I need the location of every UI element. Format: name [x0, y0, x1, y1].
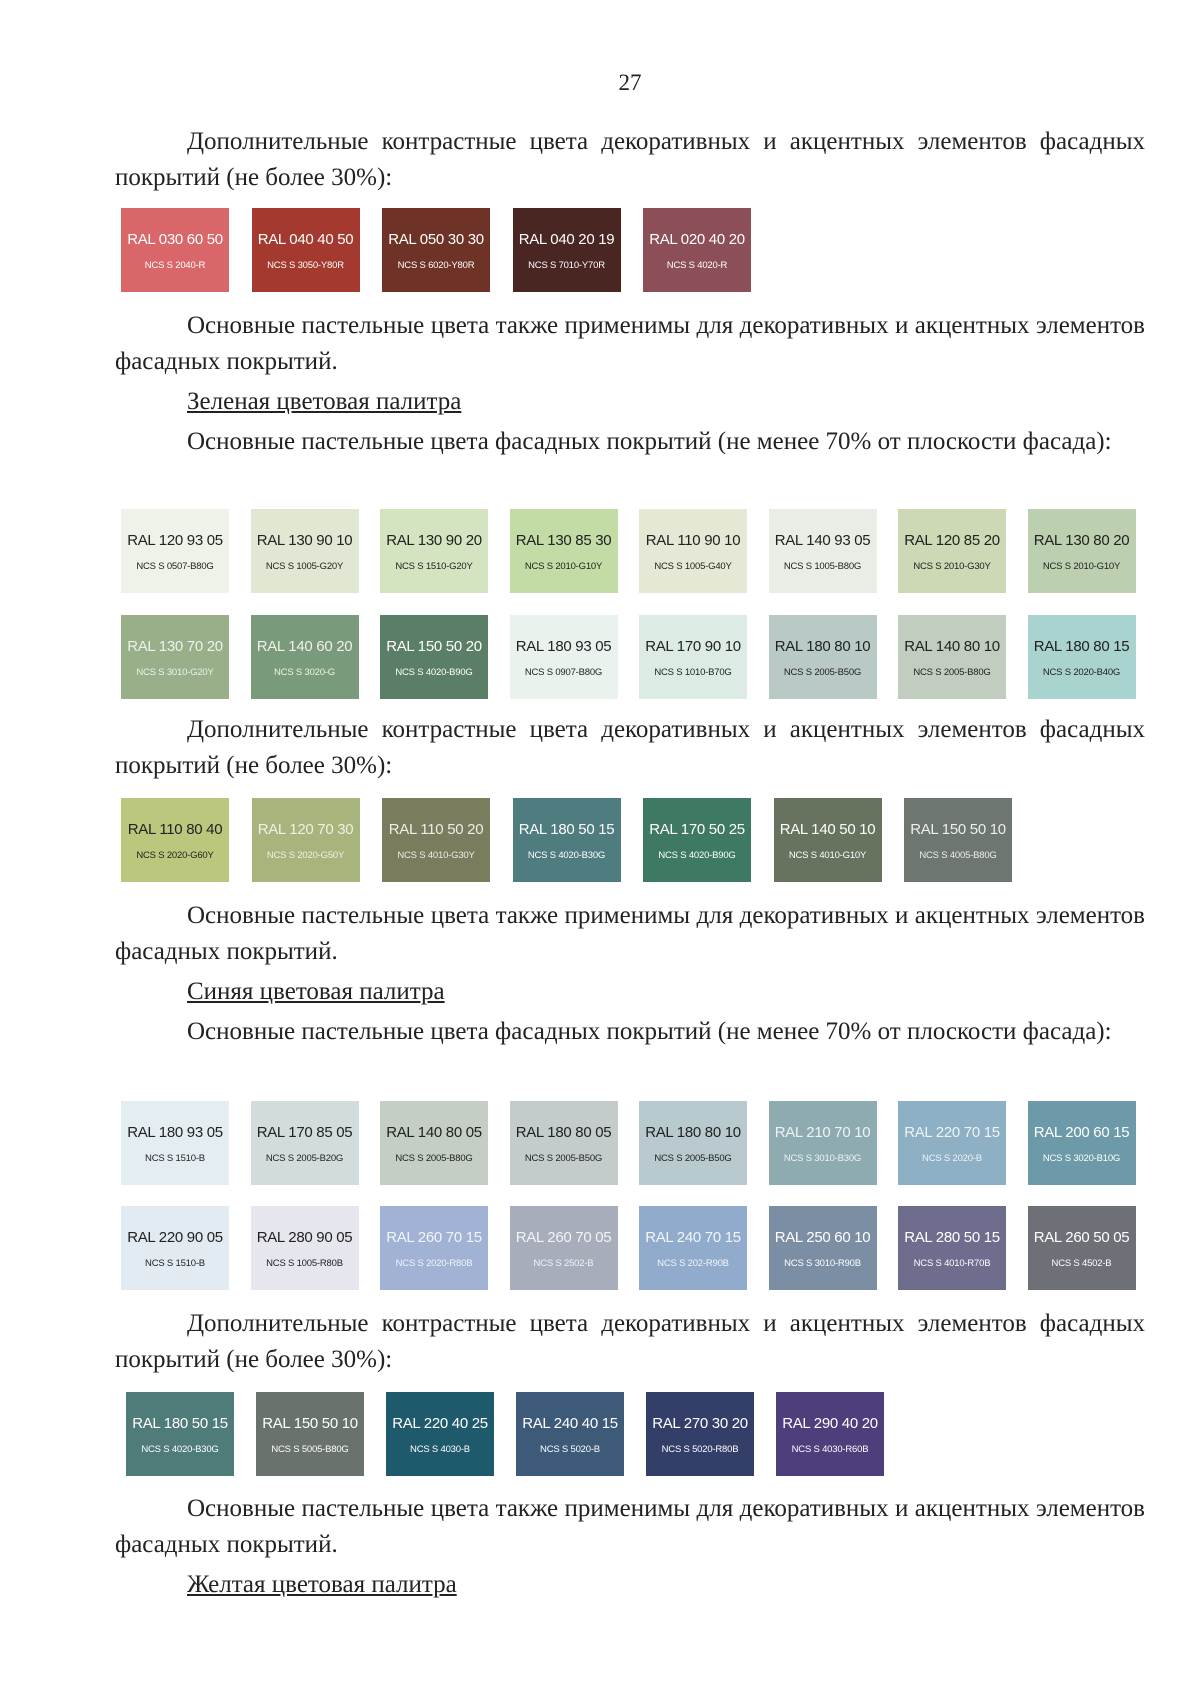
swatch-ral-code: RAL 110 80 40 [127, 821, 223, 838]
color-swatch [386, 1392, 494, 1476]
paragraph-green-base [115, 424, 1145, 460]
swatch-row-green-contrast [0, 798, 1200, 884]
swatch-ncs-code: NCS S 3050-Y80R [267, 260, 344, 271]
color-swatch [774, 798, 882, 882]
swatch-ral-code: RAL 140 50 10 [779, 821, 876, 838]
swatch-ral-code: RAL 220 90 05 [127, 1229, 223, 1246]
swatch-ncs-code: NCS S 4010-G30Y [397, 850, 475, 861]
swatch-ncs-code: NCS S 2005-B20G [265, 1153, 344, 1164]
swatch-ral-code: RAL 130 85 30 [515, 532, 612, 549]
swatch-row-green-base-1 [0, 509, 1200, 595]
swatch-ral-code: RAL 050 30 30 [388, 231, 484, 248]
paragraph-text: Основные пастельные цвета фасадных покрытий (не менее 70% от плоскости фасада): [187, 1018, 1112, 1045]
swatch-ncs-code: NCS S 2005-B80G [395, 1153, 473, 1164]
color-swatch [510, 1206, 618, 1290]
swatch-ral-code: RAL 140 80 05 [386, 1124, 482, 1141]
color-swatch [510, 1101, 618, 1185]
swatch-ral-code: RAL 170 50 25 [649, 821, 745, 838]
color-swatch [256, 1392, 364, 1476]
swatch-ral-code: RAL 020 40 20 [649, 231, 745, 248]
swatch-ral-code: RAL 170 90 10 [645, 638, 741, 655]
paragraph-text: Дополнительные контрастные цвета декоративных и акцентных элементов фасадных покрытий (не более 30%): [115, 128, 1145, 191]
swatch-ncs-code: NCS S 1510-B [145, 1258, 205, 1269]
swatch-ral-code: RAL 280 90 05 [256, 1229, 353, 1246]
color-swatch [510, 615, 618, 699]
swatch-ral-code: RAL 220 40 25 [392, 1415, 488, 1432]
swatch-ncs-code: NCS S 4010-G10Y [788, 850, 867, 861]
paragraph-text: Дополнительные контрастные цвета декоративных и акцентных элементов фасадных покрытий (не более 30%): [115, 716, 1145, 779]
color-swatch [121, 1206, 229, 1290]
page-number: 27 [618, 70, 642, 95]
swatch-ral-code: RAL 040 20 19 [518, 231, 615, 248]
swatch-ncs-code: NCS S 3010-B30G [783, 1153, 862, 1164]
color-swatch [380, 615, 488, 699]
color-swatch [639, 509, 747, 593]
swatch-ncs-code: NCS S 3010-R90B [784, 1258, 861, 1269]
swatch-ncs-code: NCS S 4020-B90G [658, 850, 736, 861]
swatch-ncs-code: NCS S 2010-G10Y [1042, 561, 1121, 572]
color-swatch [639, 615, 747, 699]
paragraph-pastel-note-3 [115, 1491, 1145, 1563]
swatch-ral-code: RAL 180 80 10 [774, 638, 871, 655]
swatch-ral-code: RAL 180 80 15 [1033, 638, 1130, 655]
swatch-ncs-code: NCS S 5005-B80G [271, 1444, 349, 1455]
paragraph-text: Основные пастельные цвета фасадных покрытий (не менее 70% от плоскости фасада): [187, 428, 1112, 455]
swatch-ral-code: RAL 200 60 15 [1033, 1124, 1130, 1141]
color-swatch [126, 1392, 234, 1476]
color-swatch [121, 509, 229, 593]
color-swatch [639, 1206, 747, 1290]
swatch-row-blue-contrast [0, 1392, 1200, 1478]
swatch-ncs-code: NCS S 2020-R80B [395, 1258, 473, 1269]
swatch-ncs-code: NCS S 6020-Y80R [397, 260, 475, 271]
swatch-ncs-code: NCS S 5020-B [540, 1444, 600, 1455]
swatch-ncs-code: NCS S 2005-B50G [783, 667, 862, 678]
paragraph-text: Основные пастельные цвета также применимы для декоративных и акцентных элементов фасадных покрытий. [115, 1495, 1145, 1558]
swatch-row-blue-base-2 [0, 1206, 1200, 1292]
color-swatch [380, 1206, 488, 1290]
swatch-ral-code: RAL 240 70 15 [645, 1229, 741, 1246]
swatch-ral-code: RAL 180 50 15 [132, 1415, 228, 1432]
color-swatch [776, 1392, 884, 1476]
swatch-ral-code: RAL 180 50 15 [518, 821, 615, 838]
swatch-ral-code: RAL 140 93 05 [774, 532, 871, 549]
swatch-ral-code: RAL 180 80 05 [515, 1124, 612, 1141]
color-swatch [380, 509, 488, 593]
paragraph-pastel-note-1 [115, 308, 1145, 380]
swatch-ncs-code: NCS S 1005-R80B [266, 1258, 343, 1269]
swatch-ncs-code: NCS S 4010-R70B [913, 1258, 991, 1269]
swatch-ncs-code: NCS S 2005-B50G [654, 1153, 732, 1164]
color-swatch [251, 1206, 359, 1290]
swatch-ncs-code: NCS S 2005-B50G [524, 1153, 603, 1164]
swatch-ral-code: RAL 180 93 05 [515, 638, 612, 655]
color-swatch [639, 1101, 747, 1185]
swatch-ral-code: RAL 120 93 05 [127, 532, 223, 549]
swatch-ral-code: RAL 150 50 10 [910, 821, 1006, 838]
swatch-ral-code: RAL 180 80 10 [645, 1124, 741, 1141]
swatch-ncs-code: NCS S 2020-G50Y [266, 850, 345, 861]
swatch-ral-code: RAL 120 85 20 [904, 532, 1000, 549]
color-swatch [769, 615, 877, 699]
paragraph-contrast-green [115, 712, 1145, 784]
color-swatch [1028, 1206, 1136, 1290]
swatch-ncs-code: NCS S 4020-B30G [141, 1444, 219, 1455]
swatch-ral-code: RAL 120 70 30 [257, 821, 354, 838]
swatch-ncs-code: NCS S 3010-G20Y [136, 667, 214, 678]
swatch-ncs-code: NCS S 202-R90B [657, 1258, 729, 1269]
color-swatch [121, 208, 229, 292]
color-swatch [898, 1206, 1006, 1290]
swatch-ral-code: RAL 110 90 10 [645, 532, 741, 549]
color-swatch [251, 615, 359, 699]
color-swatch [121, 798, 229, 882]
swatch-row-green-base-2 [0, 615, 1200, 701]
paragraph-text: Основные пастельные цвета также применимы для декоративных и акцентных элементов фасадных покрытий. [115, 312, 1145, 375]
swatch-ncs-code: NCS S 2005-B80G [913, 667, 991, 678]
swatch-ral-code: RAL 030 60 50 [127, 231, 223, 248]
swatch-ncs-code: NCS S 7010-Y70R [528, 260, 605, 271]
color-swatch [904, 798, 1012, 882]
swatch-ncs-code: NCS S 1005-G40Y [654, 561, 732, 572]
color-swatch [1028, 1101, 1136, 1185]
color-swatch [510, 509, 618, 593]
swatch-ncs-code: NCS S 4020-R [666, 260, 728, 271]
swatch-ral-code: RAL 150 50 20 [386, 638, 482, 655]
color-swatch [251, 1101, 359, 1185]
color-swatch [898, 615, 1006, 699]
color-swatch [252, 798, 360, 882]
swatch-ncs-code: NCS S 0507-B80G [136, 561, 214, 572]
swatch-ncs-code: NCS S 2040-R [144, 260, 206, 271]
paragraph-blue-base [115, 1014, 1145, 1050]
swatch-ncs-code: NCS S 4020-B90G [395, 667, 473, 678]
color-swatch [251, 509, 359, 593]
swatch-ncs-code: NCS S 4030-R60B [791, 1444, 869, 1455]
color-swatch [769, 1206, 877, 1290]
heading-yellow-palette: Желтая цветовая палитра [187, 1571, 457, 1598]
color-swatch [1028, 509, 1136, 593]
swatch-ncs-code: NCS S 4502-B [1051, 1258, 1112, 1269]
swatch-ncs-code: NCS S 2020-B40G [1042, 667, 1121, 678]
color-swatch [769, 1101, 877, 1185]
color-swatch [382, 798, 490, 882]
swatch-ral-code: RAL 280 50 15 [904, 1229, 1000, 1246]
swatch-ncs-code: NCS S 5020-R80B [661, 1444, 739, 1455]
swatch-ncs-code: NCS S 2020-B [922, 1153, 982, 1164]
swatch-ncs-code: NCS S 4030-B [410, 1444, 470, 1455]
color-swatch [643, 208, 751, 292]
swatch-ncs-code: NCS S 2502-B [533, 1258, 594, 1269]
swatch-ral-code: RAL 240 40 15 [522, 1415, 618, 1432]
swatch-ncs-code: NCS S 1510-G20Y [395, 561, 473, 572]
color-swatch [380, 1101, 488, 1185]
swatch-ncs-code: NCS S 1010-B70G [654, 667, 732, 678]
swatch-row-blue-base-1 [0, 1101, 1200, 1187]
swatch-ral-code: RAL 130 80 20 [1033, 532, 1130, 549]
swatch-ncs-code: NCS S 4005-B80G [919, 850, 997, 861]
swatch-ncs-code: NCS S 3020-B10G [1042, 1153, 1121, 1164]
color-swatch [382, 208, 490, 292]
color-swatch [643, 798, 751, 882]
swatch-ral-code: RAL 130 70 20 [127, 638, 223, 655]
swatch-ral-code: RAL 210 70 10 [774, 1124, 871, 1141]
color-swatch [769, 509, 877, 593]
swatch-ral-code: RAL 290 40 20 [782, 1415, 878, 1432]
paragraph-text: Основные пастельные цвета также применимы для декоративных и акцентных элементов фасадных покрытий. [115, 902, 1145, 965]
swatch-ral-code: RAL 130 90 20 [386, 532, 482, 549]
swatch-ncs-code: NCS S 3020-G [274, 667, 335, 678]
swatch-ncs-code: NCS S 2010-G30Y [913, 561, 991, 572]
swatch-ral-code: RAL 250 60 10 [774, 1229, 871, 1246]
swatch-ncs-code: NCS S 1510-B [145, 1153, 205, 1164]
swatch-ncs-code: NCS S 0907-B80G [524, 667, 603, 678]
swatch-ral-code: RAL 260 70 15 [386, 1229, 482, 1246]
swatch-ral-code: RAL 270 30 20 [652, 1415, 748, 1432]
color-swatch [121, 1101, 229, 1185]
swatch-ral-code: RAL 130 90 10 [256, 532, 353, 549]
color-swatch [1028, 615, 1136, 699]
heading-blue-palette: Синяя цветовая палитра [187, 978, 445, 1005]
swatch-ral-code: RAL 260 50 05 [1033, 1229, 1130, 1246]
paragraph-contrast-red [115, 124, 1145, 196]
color-swatch [252, 208, 360, 292]
color-swatch [898, 509, 1006, 593]
paragraph-pastel-note-2 [115, 898, 1145, 970]
color-swatch [898, 1101, 1006, 1185]
swatch-ncs-code: NCS S 2020-G60Y [136, 850, 214, 861]
color-swatch [516, 1392, 624, 1476]
swatch-ral-code: RAL 150 50 10 [262, 1415, 358, 1432]
swatch-ncs-code: NCS S 2010-G10Y [524, 561, 603, 572]
color-swatch [513, 208, 621, 292]
swatch-ral-code: RAL 110 50 20 [388, 821, 484, 838]
heading-green-palette: Зеленая цветовая палитра [187, 388, 462, 415]
swatch-ral-code: RAL 180 93 05 [127, 1124, 223, 1141]
swatch-ncs-code: NCS S 1005-G20Y [265, 561, 344, 572]
swatch-row-red-contrast [0, 208, 1200, 294]
swatch-ral-code: RAL 170 85 05 [256, 1124, 353, 1141]
swatch-ral-code: RAL 220 70 15 [904, 1124, 1000, 1141]
swatch-ncs-code: NCS S 4020-B30G [527, 850, 606, 861]
swatch-ral-code: RAL 040 40 50 [257, 231, 354, 248]
color-swatch [121, 615, 229, 699]
color-swatch [646, 1392, 754, 1476]
paragraph-contrast-blue [115, 1306, 1145, 1378]
swatch-ral-code: RAL 140 60 20 [256, 638, 353, 655]
swatch-ral-code: RAL 140 80 10 [904, 638, 1000, 655]
swatch-ral-code: RAL 260 70 05 [515, 1229, 612, 1246]
color-swatch [513, 798, 621, 882]
paragraph-text: Дополнительные контрастные цвета декоративных и акцентных элементов фасадных покрытий (не более 30%): [115, 1310, 1145, 1373]
swatch-ncs-code: NCS S 1005-B80G [783, 561, 862, 572]
